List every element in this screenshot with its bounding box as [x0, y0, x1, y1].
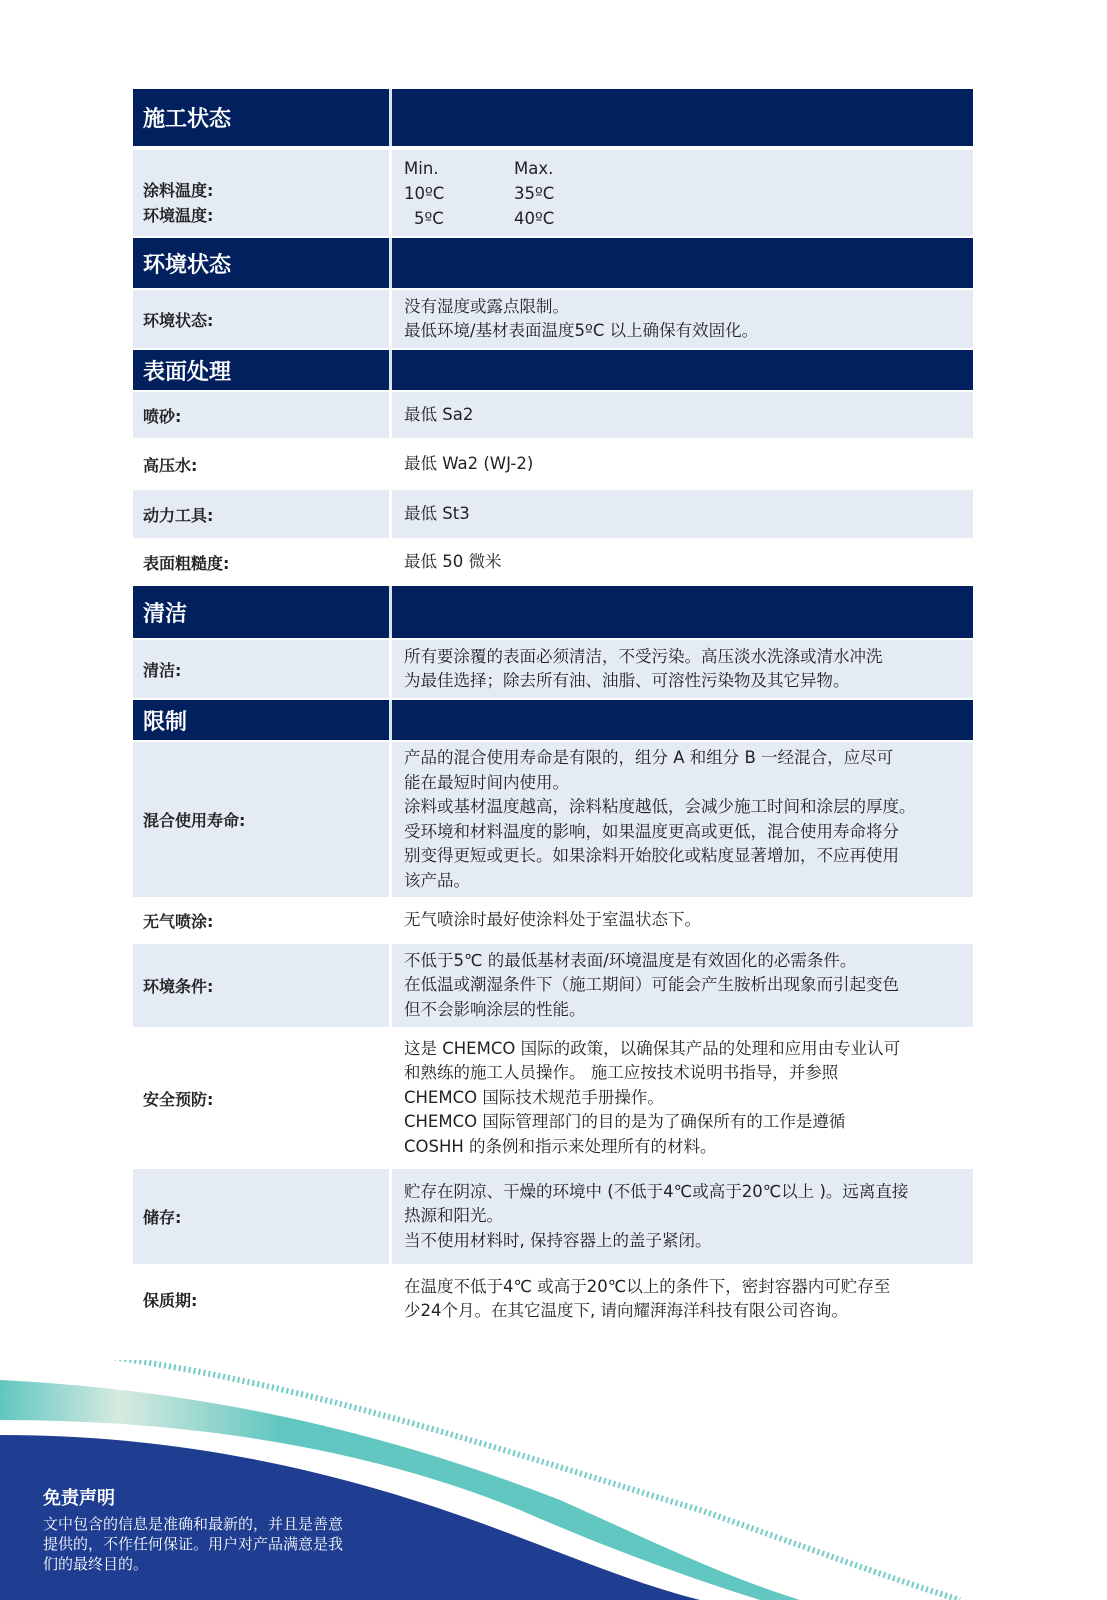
disclaimer-line: 提供的，不作任何保证。用户对产品满意是我 — [43, 1535, 344, 1553]
row-text: 热源和阳光。 — [404, 1206, 503, 1226]
row-text: 为最佳选择；除去所有油、油脂、可溶性污染物及其它异物。 — [404, 671, 850, 690]
row-label: 环境状态: — [133, 290, 392, 348]
row-text: COSHH 的条例和指示来处理所有的材料。 — [404, 1136, 717, 1156]
min-header: Min. — [404, 158, 439, 178]
row-label: 储存: — [133, 1169, 392, 1264]
row-text: 别变得更短或更长。如果涂料开始胶化或粘度显著增加，不应再使用 — [404, 846, 899, 865]
row-label: 涂料温度: — [143, 181, 214, 200]
section-title: 环境状态 — [133, 238, 392, 288]
section-header-surface-prep — [133, 350, 973, 390]
section-header-environment — [133, 238, 973, 288]
table-row — [133, 538, 973, 586]
max-value: 35ºC — [514, 183, 555, 203]
row-text: 和熟练的施工人员操作。 施工应按技术说明书指导，并参照 — [404, 1063, 839, 1083]
row-label: 保质期: — [133, 1264, 392, 1334]
row-label: 环境条件: — [133, 944, 392, 1027]
section-title: 限制 — [133, 700, 392, 740]
row-text: 涂料或基材温度越高，涂料粘度越低，会减少施工时间和涂层的厚度。 — [404, 797, 916, 816]
row-text: 不低于5℃ 的最低基材表面/环境温度是有效固化的必需条件。 — [404, 950, 857, 970]
row-label: 动力工具: — [133, 490, 392, 538]
row-text: 最低 Wa2 (WJ-2) — [404, 453, 534, 473]
row-text: 当不使用材料时, 保持容器上的盖子紧闭。 — [404, 1230, 712, 1250]
min-value: 5ºC — [414, 208, 444, 228]
row-text: 在低温或潮湿条件下（施工期间）可能会产生胺析出现象而引起变色 — [404, 975, 899, 995]
row-text: 最低 50 微米 — [404, 551, 502, 571]
row-text: 没有湿度或露点限制。 — [404, 296, 569, 316]
section-title: 表面处理 — [133, 350, 392, 390]
disclaimer-line: 们的最终目的。 — [43, 1555, 149, 1573]
row-text: 受环境和材料温度的影响，如果温度更高或更低，混合使用寿命将分 — [404, 821, 899, 841]
max-header: Max. — [514, 158, 554, 178]
temperature-row — [133, 150, 973, 236]
table-row — [133, 290, 973, 348]
row-label: 环境温度: — [143, 206, 214, 225]
row-text: 最低 St3 — [404, 503, 470, 523]
row-text: CHEMCO 国际管理部门的目的是为了确保所有的工作是遵循 — [404, 1112, 846, 1132]
row-label: 喷砂: — [133, 392, 392, 438]
row-label: 无气喷涂: — [133, 897, 392, 944]
table-row — [133, 742, 973, 897]
table-row — [133, 1169, 973, 1264]
table-row — [133, 640, 973, 698]
spec-table — [133, 89, 973, 1334]
table-row — [133, 897, 973, 944]
row-text: 无气喷涂时最好使涂料处于室温状态下。 — [404, 910, 701, 930]
row-text: 所有要涂覆的表面必须清洁，不受污染。高压淡水洗涤或清水冲洗 — [404, 646, 883, 666]
row-text: 产品的混合使用寿命是有限的，组分 A 和组分 B 一经混合，应尽可 — [404, 748, 894, 767]
section-title: 施工状态 — [133, 89, 392, 146]
row-label: 高压水: — [133, 438, 392, 490]
table-row — [133, 438, 973, 490]
row-text: 能在最短时间内使用。 — [404, 772, 569, 792]
row-text: 少24个月。在其它温度下, 请向耀湃海洋科技有限公司咨询。 — [404, 1301, 848, 1320]
row-text: 最低环境/基材表面温度5ºC 以上确保有效固化。 — [404, 321, 759, 340]
disclaimer-title: 免责声明 — [43, 1488, 115, 1509]
row-text: 在温度不低于4℃ 或高于20℃以上的条件下，密封容器内可贮存至 — [404, 1276, 891, 1296]
row-label: 表面粗糙度: — [133, 538, 392, 586]
min-value: 10ºC — [404, 183, 445, 203]
table-row — [133, 392, 973, 438]
disclaimer-line: 文中包含的信息是准确和最新的，并且是善意 — [43, 1515, 344, 1533]
table-row — [133, 490, 973, 538]
section-header-limitations — [133, 700, 973, 740]
row-label: 清洁: — [133, 640, 392, 698]
section-title: 清洁 — [133, 586, 392, 638]
disclaimer-text — [43, 1514, 383, 1574]
row-text: 贮存在阴凉、干燥的环境中 (不低于4℃或高于20℃以上 )。远离直接 — [404, 1181, 909, 1201]
temperature-grid — [404, 156, 973, 231]
section-header-application-conditions — [133, 89, 973, 146]
row-text: 该产品。 — [404, 870, 470, 890]
max-value: 40ºC — [514, 208, 555, 228]
row-label: 安全预防: — [133, 1027, 392, 1169]
row-text: 这是 CHEMCO 国际的政策，以确保其产品的处理和应用由专业认可 — [404, 1038, 901, 1058]
row-label: 混合使用寿命: — [133, 742, 392, 897]
row-text: 最低 Sa2 — [404, 404, 474, 424]
section-header-cleaning — [133, 586, 973, 638]
table-row — [133, 1264, 973, 1334]
table-row — [133, 1027, 973, 1169]
row-text: 但不会影响涂层的性能。 — [404, 999, 586, 1019]
table-row — [133, 944, 973, 1027]
row-text: CHEMCO 国际技术规范手册操作。 — [404, 1087, 664, 1107]
